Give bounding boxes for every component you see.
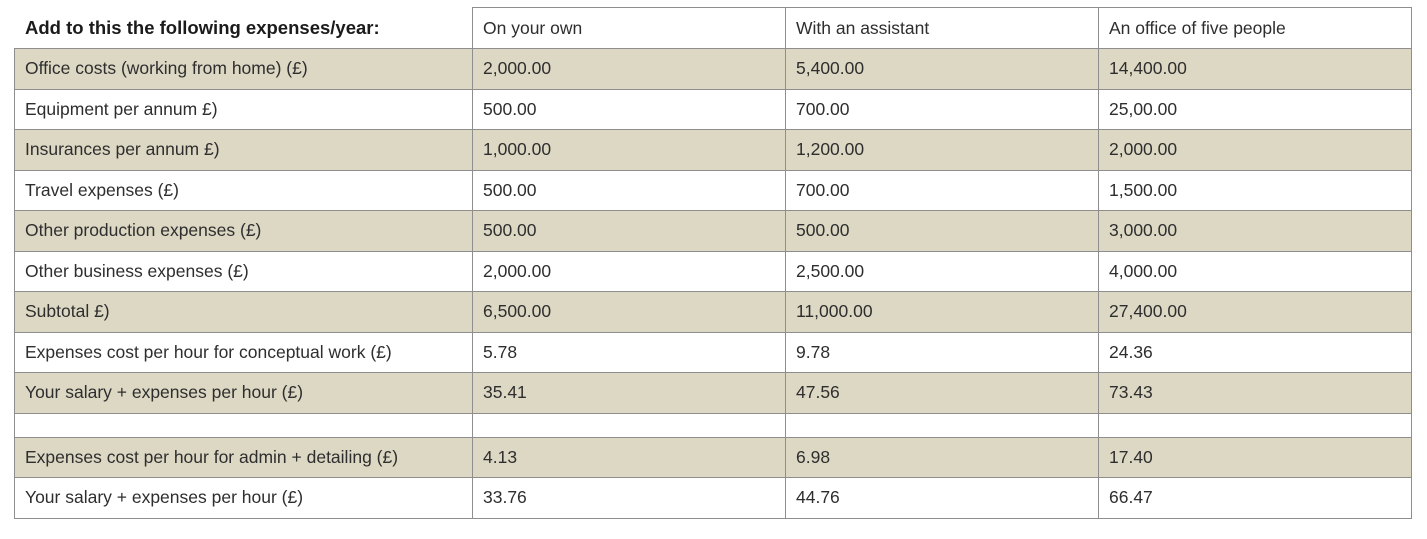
row-label: Your salary + expenses per hour (£) <box>15 478 473 519</box>
cell-on-your-own: 33.76 <box>473 478 786 519</box>
cell-with-assistant: 9.78 <box>786 332 1099 373</box>
row-label: Equipment per annum £) <box>15 89 473 130</box>
cell-with-assistant: 47.56 <box>786 373 1099 414</box>
table-row <box>15 373 1412 414</box>
cell-office-of-five: 14,400.00 <box>1099 49 1412 90</box>
expense-table <box>14 7 1412 519</box>
row-label: Insurances per annum £) <box>15 130 473 171</box>
table-header-row <box>15 8 1412 49</box>
cell-on-your-own <box>473 413 786 437</box>
cell-with-assistant: 500.00 <box>786 211 1099 252</box>
cell-office-of-five: 24.36 <box>1099 332 1412 373</box>
table-row <box>15 332 1412 373</box>
cell-on-your-own: 5.78 <box>473 332 786 373</box>
cell-on-your-own: 4.13 <box>473 437 786 478</box>
cell-office-of-five: 25,00.00 <box>1099 89 1412 130</box>
column-header-on-your-own: On your own <box>473 8 786 49</box>
row-label: Other business expenses (£) <box>15 251 473 292</box>
table-row <box>15 437 1412 478</box>
row-label: Expenses cost per hour for admin + detailing (£) <box>15 437 473 478</box>
cell-with-assistant: 5,400.00 <box>786 49 1099 90</box>
table-row <box>15 170 1412 211</box>
table-row <box>15 211 1412 252</box>
table-title: Add to this the following expenses/year: <box>15 8 473 49</box>
cell-office-of-five <box>1099 413 1412 437</box>
cell-with-assistant: 11,000.00 <box>786 292 1099 333</box>
cell-with-assistant: 2,500.00 <box>786 251 1099 292</box>
table-row <box>15 292 1412 333</box>
column-header-office-of-five: An office of five people <box>1099 8 1412 49</box>
table-spacer-row <box>15 413 1412 437</box>
cell-on-your-own: 35.41 <box>473 373 786 414</box>
cell-with-assistant: 6.98 <box>786 437 1099 478</box>
table-row <box>15 478 1412 519</box>
row-label: Other production expenses (£) <box>15 211 473 252</box>
cell-on-your-own: 500.00 <box>473 89 786 130</box>
cell-with-assistant <box>786 413 1099 437</box>
row-label <box>15 413 473 437</box>
row-label: Travel expenses (£) <box>15 170 473 211</box>
cell-office-of-five: 3,000.00 <box>1099 211 1412 252</box>
table-row <box>15 130 1412 171</box>
cell-with-assistant: 700.00 <box>786 170 1099 211</box>
cell-with-assistant: 44.76 <box>786 478 1099 519</box>
cell-on-your-own: 500.00 <box>473 211 786 252</box>
cell-office-of-five: 27,400.00 <box>1099 292 1412 333</box>
cell-on-your-own: 1,000.00 <box>473 130 786 171</box>
table-row <box>15 251 1412 292</box>
cell-office-of-five: 73.43 <box>1099 373 1412 414</box>
cell-on-your-own: 2,000.00 <box>473 49 786 90</box>
cell-office-of-five: 1,500.00 <box>1099 170 1412 211</box>
table-row <box>15 49 1412 90</box>
row-label: Subtotal £) <box>15 292 473 333</box>
cell-office-of-five: 2,000.00 <box>1099 130 1412 171</box>
cell-on-your-own: 6,500.00 <box>473 292 786 333</box>
row-label: Expenses cost per hour for conceptual work (£) <box>15 332 473 373</box>
row-label: Office costs (working from home) (£) <box>15 49 473 90</box>
cell-office-of-five: 66.47 <box>1099 478 1412 519</box>
cell-on-your-own: 2,000.00 <box>473 251 786 292</box>
row-label: Your salary + expenses per hour (£) <box>15 373 473 414</box>
cell-on-your-own: 500.00 <box>473 170 786 211</box>
cell-with-assistant: 1,200.00 <box>786 130 1099 171</box>
cell-office-of-five: 17.40 <box>1099 437 1412 478</box>
column-header-with-assistant: With an assistant <box>786 8 1099 49</box>
cell-with-assistant: 700.00 <box>786 89 1099 130</box>
table-row <box>15 89 1412 130</box>
cell-office-of-five: 4,000.00 <box>1099 251 1412 292</box>
